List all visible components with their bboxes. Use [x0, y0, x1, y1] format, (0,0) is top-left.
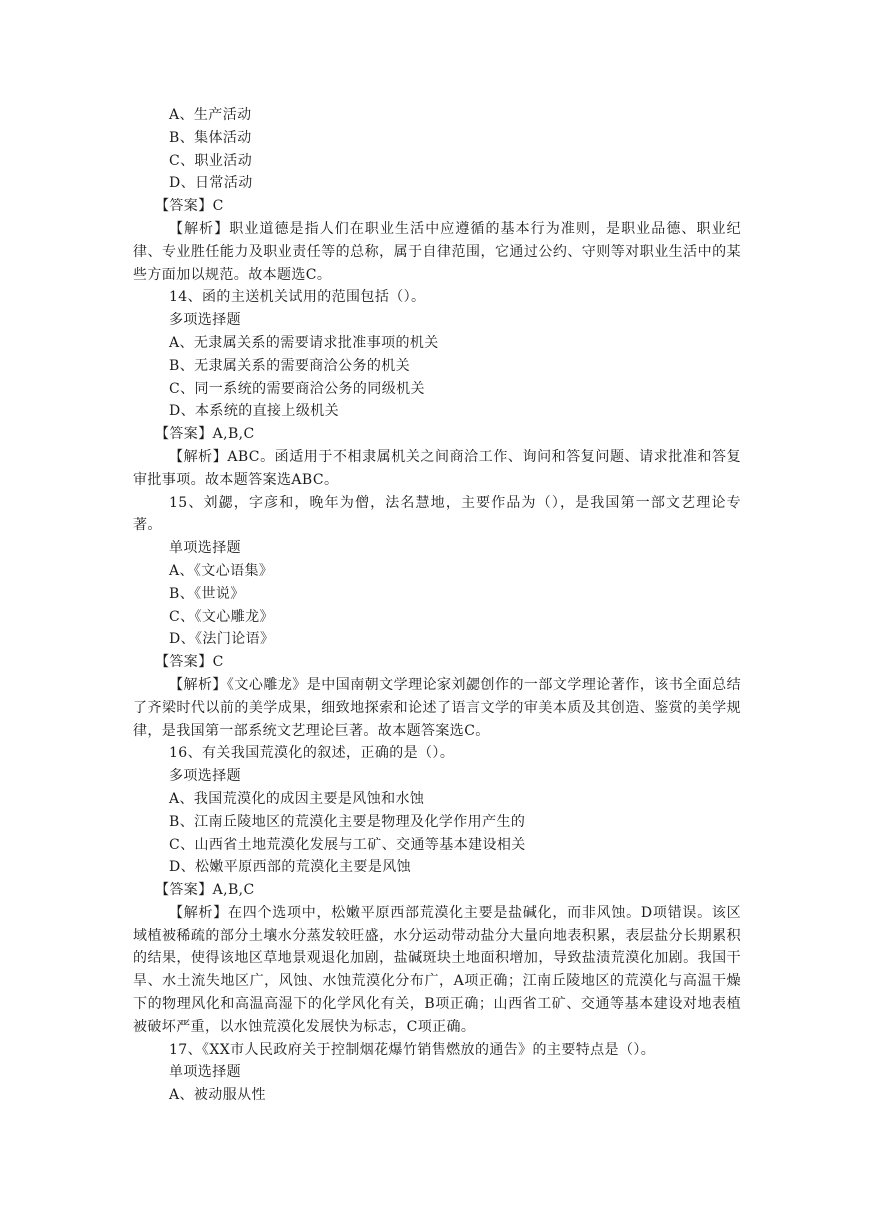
answer-line: 【答案】C	[155, 198, 224, 215]
analysis-paragraph: 【解析】在四个选项中，松嫩平原西部荒漠化主要是盐碱化，而非风蚀。D项错误。该区域植被稀疏的部分土壤水分蒸发较旺盛，水分运动带动盐分大量向地表积累，表层盐分长期累积的结果，使得该地区草地景观退化加剧，盐碱斑块土地面积增加，导致盐渍荒漠化加剧。我国干旱、水土流失地区广，风蚀、水蚀荒漠化分布广，A项正确；江南丘陵地区的荒漠化与高温干燥下的物理风化和高温高湿下的化学风化有关，B项正确；山西省工矿、交通等基本建设对地表植被破坏严重，以水蚀荒漠化发展快为标志，C项正确。	[133, 904, 741, 1035]
answer-option: B、无隶属关系的需要商洽公务的机关	[169, 357, 411, 374]
question-stem: 17、《XX市人民政府关于控制烟花爆竹销售燃放的通告》的主要特点是（）。	[169, 1041, 656, 1058]
answer-option: B、《世说》	[169, 585, 245, 602]
answer-option: C、职业活动	[169, 152, 253, 169]
question-stem: 14、函的主送机关试用的范围包括（）。	[169, 289, 426, 306]
answer-option: A、我国荒漠化的成因主要是风蚀和水蚀	[169, 790, 425, 807]
answer-option: C、山西省土地荒漠化发展与工矿、交通等基本建设相关	[169, 836, 526, 853]
question-stem: 16、有关我国荒漠化的叙述，正确的是（）。	[169, 745, 455, 762]
question-type: 单项选择题	[169, 540, 241, 557]
answer-option: D、松嫩平原西部的荒漠化主要是风蚀	[169, 859, 412, 876]
answer-option: D、《法门论语》	[169, 631, 275, 648]
question-type: 多项选择题	[169, 312, 241, 329]
analysis-paragraph: 【解析】《文心雕龙》是中国南朝文学理论家刘勰创作的一部文学理论著作，该书全面总结了齐梁时代以前的美学成果，细致地探索和论述了语言文学的审美本质及其创造、鉴赏的美学规律，是我国第一部系统文艺理论巨著。故本题答案选C。	[133, 676, 741, 739]
analysis-paragraph: 【解析】职业道德是指人们在职业生活中应遵循的基本行为准则，是职业品德、职业纪律、专业胜任能力及职业责任等的总称，属于自律范围，它通过公约、守则等对职业生活中的某些方面加以规范。故本题选C。	[133, 220, 741, 283]
answer-option: B、集体活动	[169, 129, 252, 146]
answer-option: C、同一系统的需要商洽公务的同级机关	[169, 380, 425, 397]
analysis-paragraph: 【解析】ABC。函适用于不相隶属机关之间商洽工作、询问和答复问题、请求批准和答复审批事项。故本题答案选ABC。	[133, 448, 741, 488]
answer-option: C、《文心雕龙》	[169, 608, 274, 625]
question-stem: 15、刘勰，字彦和，晚年为僧，法名慧地，主要作品为（），是我国第一部文艺理论专著。	[133, 494, 741, 534]
answer-option: B、江南丘陵地区的荒漠化主要是物理及化学作用产生的	[169, 813, 526, 830]
answer-line: 【答案】C	[155, 654, 224, 671]
answer-option: A、被动服从性	[169, 1087, 266, 1104]
question-type: 多项选择题	[169, 768, 241, 785]
answer-line: 【答案】A,B,C	[155, 882, 255, 899]
question-type: 单项选择题	[169, 1064, 241, 1081]
answer-option: D、日常活动	[169, 175, 253, 192]
answer-option: D、本系统的直接上级机关	[169, 403, 340, 420]
document-body	[133, 104, 741, 1107]
answer-line: 【答案】A,B,C	[155, 426, 255, 443]
answer-option: A、无隶属关系的需要请求批准事项的机关	[169, 334, 439, 351]
answer-option: A、《文心语集》	[169, 562, 274, 579]
answer-option: A、生产活动	[169, 107, 252, 123]
